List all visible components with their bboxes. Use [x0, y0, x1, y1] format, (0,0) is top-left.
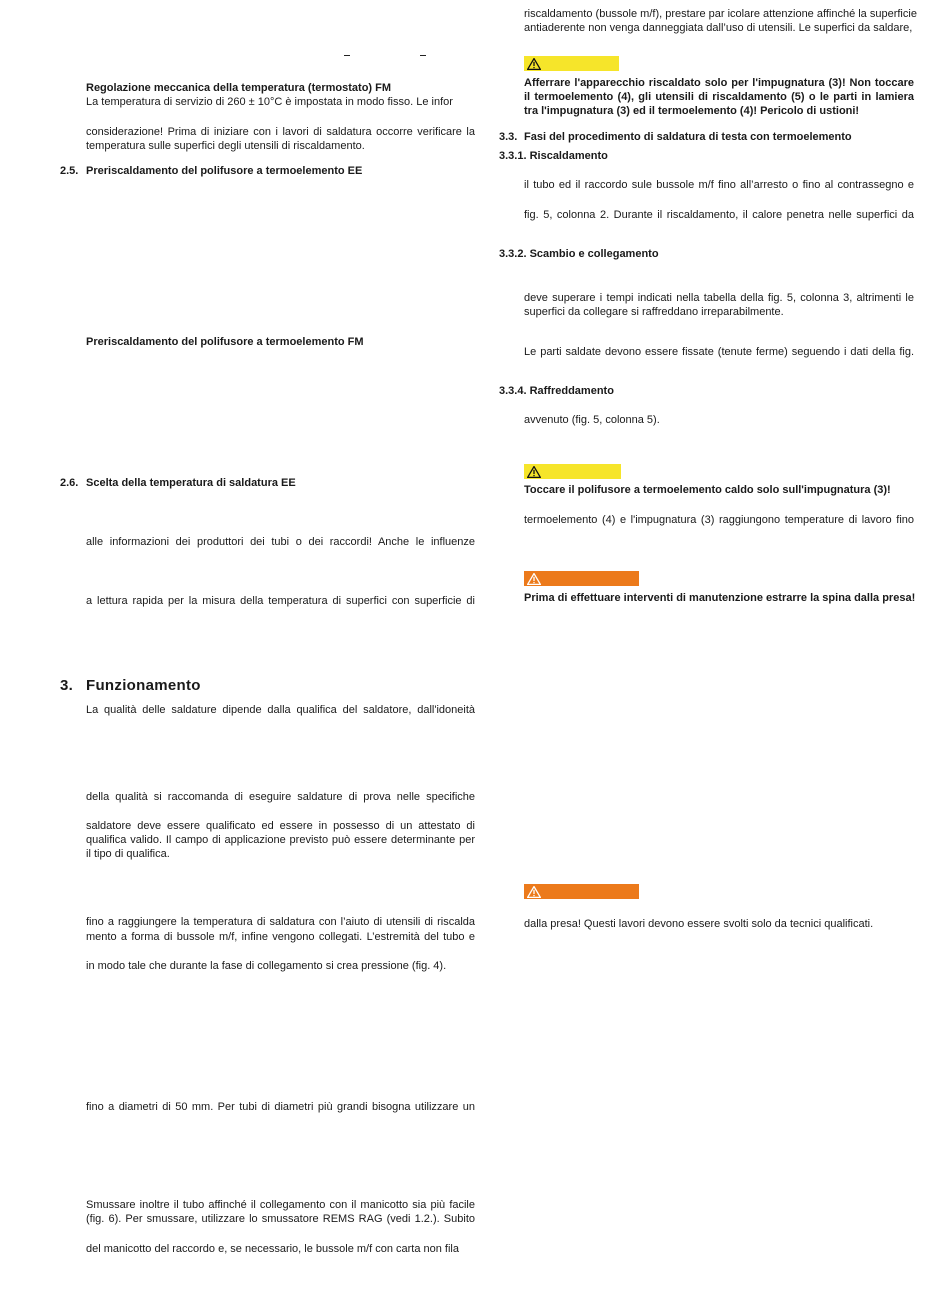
paragraph-line: antiaderente non venga danneggiata dall’uso di utensili. Le superfici da saldare,: [524, 22, 913, 34]
warning-banner: [524, 56, 619, 71]
paragraph-line: a lettura rapida per la misura della temperatura di superfici con superficie di: [86, 595, 475, 607]
paragraph-line: qualifica valido. Il campo di applicazione previsto può essere determinante per: [86, 834, 475, 846]
section-number: 3.3.: [499, 131, 518, 143]
paragraph-line: fig. 5, colonna 2. Durante il riscaldamento, il calore penetra nelle superfici da: [524, 209, 914, 221]
warning-triangle-icon: [527, 573, 541, 585]
section-title: Preriscaldamento del polifusore a termoelemento FM: [86, 336, 364, 348]
paragraph-line: il tipo di qualifica.: [86, 848, 170, 860]
paragraph-line: fino a diametri di 50 mm. Per tubi di diametri più grandi bisogna utilizzare un: [86, 1101, 475, 1113]
chapter-number: 3.: [60, 677, 74, 694]
paragraph-line: in modo tale che durante la fase di collegamento si crea pressione (fig. 4).: [86, 960, 447, 972]
section-title: Fasi del procedimento di saldatura di testa con termoelemento: [524, 131, 852, 143]
dash-mark: [420, 55, 426, 56]
paragraph-line: temperatura sulle superfici degli utensili di riscaldamento.: [86, 140, 365, 152]
paragraph-line: La qualità delle saldature dipende dalla qualifica del saldatore, dall'idoneità: [86, 704, 475, 716]
section-fm-title: Regolazione meccanica della temperatura (termostato) FM: [86, 82, 392, 94]
subsection-title: 3.3.2. Scambio e collegamento: [499, 248, 659, 260]
warning-text: Afferrare l'apparecchio riscaldato solo per l'impugnatura (3)! Non toccare: [524, 77, 914, 89]
warning-triangle-icon: [527, 466, 541, 478]
paragraph-line: fino a raggiungere la temperatura di saldatura con l’aiuto di utensili di riscalda: [86, 916, 475, 928]
warning-text: Toccare il polifusore a termoelemento caldo solo sull'impugnatura (3)!: [524, 484, 891, 496]
warning-triangle-icon: [527, 58, 541, 70]
caution-banner: [524, 884, 639, 899]
paragraph-line: mento a forma di bussole m/f, infine vengono collegati. L’estremità del tubo e: [86, 931, 475, 943]
warning-text: tra l'impugnatura (3) ed il termoelemento (4)! Pericolo di ustioni!: [524, 105, 860, 117]
paragraph-line: deve superare i tempi indicati nella tabella della fig. 5, colonna 3, altrimenti le: [524, 292, 914, 304]
paragraph-line: considerazione! Prima di iniziare con i lavori di saldatura occorre verificare la: [86, 126, 475, 138]
paragraph-line: saldatore deve essere qualificato ed essere in possesso di un attestato di: [86, 820, 475, 832]
paragraph-line: della qualità si raccomanda di eseguire saldature di prova nelle specifiche: [86, 791, 475, 803]
paragraph-line: termoelemento (4) e l'impugnatura (3) raggiungono temperature di lavoro fino: [524, 514, 914, 526]
dash-mark: [344, 55, 350, 56]
paragraph-line: La temperatura di servizio di 260 ± 10°C è impostata in modo fisso. Le infor: [86, 96, 453, 108]
paragraph-line: (fig. 6). Per smussare, utilizzare lo smussatore REMS RAG (vedi 1.2.). Subito: [86, 1213, 475, 1225]
warning-banner: [524, 464, 621, 479]
subsection-title: 3.3.1. Riscaldamento: [499, 150, 608, 162]
caution-banner: [524, 571, 639, 586]
paragraph-line: Smussare inoltre il tubo affinché il collegamento con il manicotto sia più facile: [86, 1199, 475, 1211]
caution-text: Prima di effettuare interventi di manutenzione estrarre la spina dalla presa!: [524, 592, 916, 604]
subsection-title: 3.3.4. Raffreddamento: [499, 385, 614, 397]
section-number: 2.5.: [60, 165, 79, 177]
paragraph-line: il tubo ed il raccordo sule bussole m/f fino all’arresto o fino al contrassegno e: [524, 179, 914, 191]
paragraph-line: avvenuto (fig. 5, colonna 5).: [524, 414, 660, 426]
paragraph-line: superfici da collegare si raffreddano irreparabilmente.: [524, 306, 784, 318]
section-number: 2.6.: [60, 477, 79, 489]
paragraph-line: riscaldamento (bussole m/f), prestare par icolare attenzione affinché la superficie: [524, 8, 917, 20]
section-title: Scelta della temperatura di saldatura EE: [86, 477, 296, 489]
warning-triangle-icon: [527, 886, 541, 898]
chapter-title: Funzionamento: [86, 677, 201, 694]
paragraph-line: dalla presa! Questi lavori devono essere svolti solo da tecnici qualificati.: [524, 918, 874, 930]
paragraph-line: Le parti saldate devono essere fissate (tenute ferme) seguendo i dati della fig.: [524, 346, 914, 358]
section-title: Preriscaldamento del polifusore a termoelemento EE: [86, 165, 363, 177]
warning-text: il termoelemento (4), gli utensili di riscaldamento (5) o le parti in lamiera: [524, 91, 914, 103]
paragraph-line: del manicotto del raccordo e, se necessario, le bussole m/f con carta non fila: [86, 1243, 459, 1255]
paragraph-line: alle informazioni dei produttori dei tubi o dei raccordi! Anche le influenze: [86, 536, 475, 548]
